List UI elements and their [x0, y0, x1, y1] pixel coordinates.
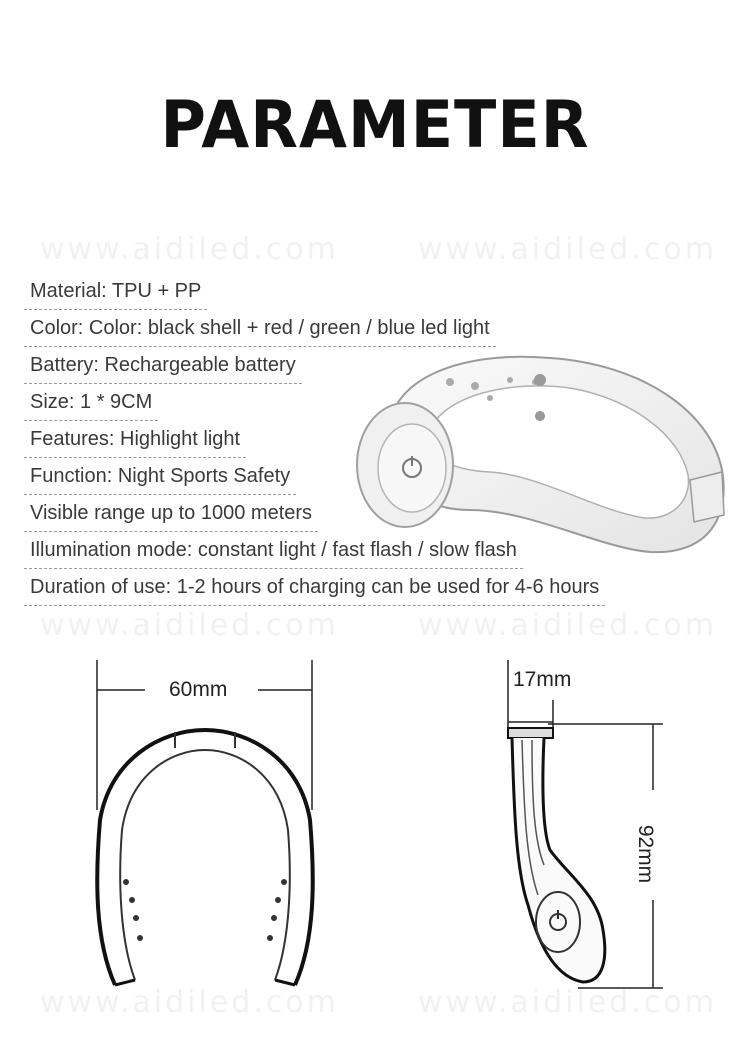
page-title: PARAMETER [160, 86, 590, 163]
spec-item-color: Color: Color: black shell + red / green / blue led light [24, 317, 496, 347]
spec-item-illumination: Illumination mode: constant light / fast flash / slow flash [24, 539, 523, 569]
spec-item-function: Function: Night Sports Safety [24, 465, 296, 495]
watermark: www.aidiled.com [418, 608, 717, 643]
watermark: www.aidiled.com [418, 232, 717, 267]
spec-item-duration: Duration of use: 1-2 hours of charging can be used for 4-6 hours [24, 576, 605, 606]
spec-item-features: Features: Highlight light [24, 428, 246, 458]
width-dimension-label: 60mm [169, 678, 228, 701]
watermark: www.aidiled.com [40, 985, 339, 1020]
watermark: www.aidiled.com [418, 985, 717, 1020]
watermark: www.aidiled.com [40, 232, 339, 267]
watermark: www.aidiled.com [40, 608, 339, 643]
front-view-drawing [80, 660, 340, 1000]
height-dimension-label: 92mm [634, 824, 658, 884]
product-image [350, 340, 750, 560]
spec-item-range: Visible range up to 1000 meters [24, 502, 318, 532]
spec-item-size: Size: 1 * 9CM [24, 391, 158, 421]
spec-item-battery: Battery: Rechargeable battery [24, 354, 302, 384]
spec-item-material: Material: TPU + PP [24, 280, 207, 310]
thickness-dimension-label: 17mm [513, 668, 572, 691]
side-view-drawing [498, 660, 688, 1000]
